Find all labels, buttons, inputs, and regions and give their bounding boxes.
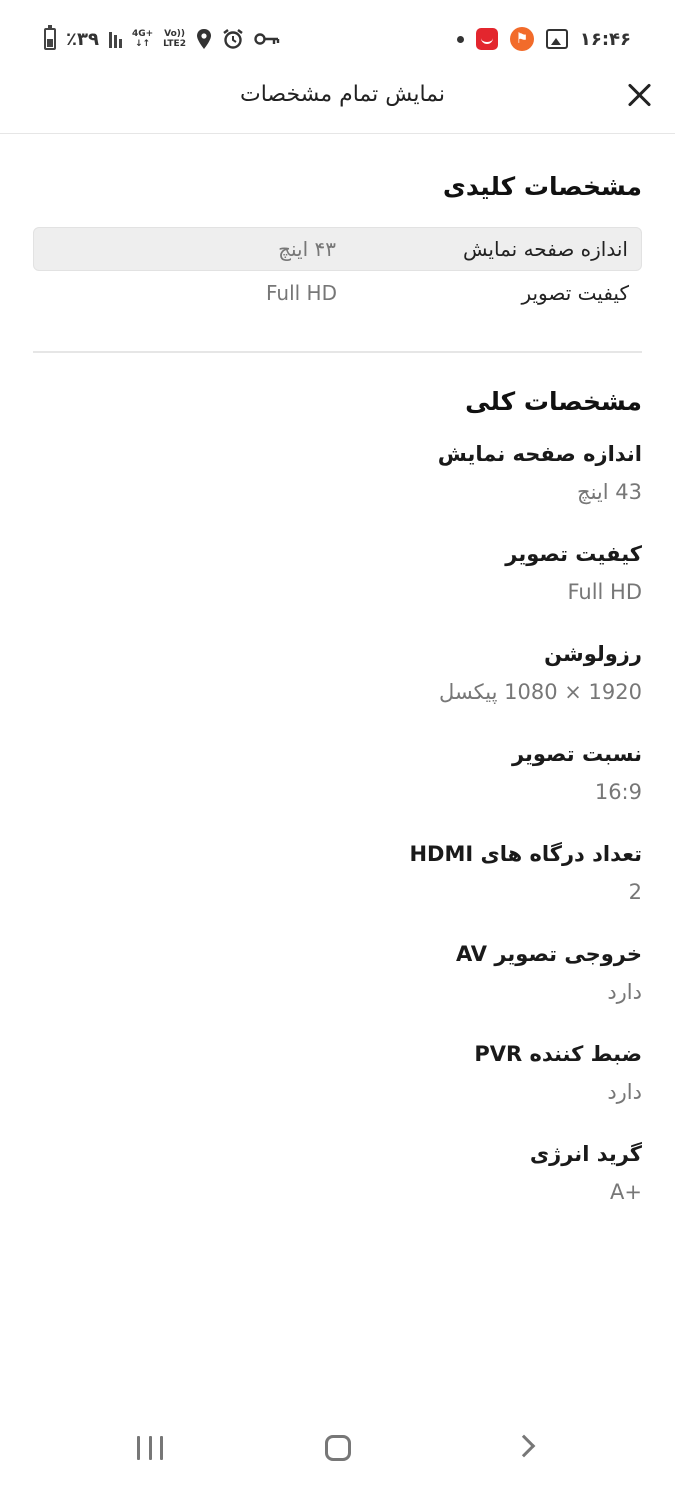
spec-item — [33, 938, 642, 1010]
network-bottom-label: LTE2 — [163, 39, 186, 49]
spec-value: 1920 × 1080 پیکسل — [439, 680, 642, 704]
app-icon-red — [476, 28, 498, 50]
spec-label: خروجی تصویر AV — [455, 942, 642, 966]
recent-apps-icon[interactable] — [137, 1436, 163, 1460]
key-spec-row — [33, 227, 642, 271]
volte-label: Vo)) — [164, 29, 186, 39]
spec-label: گرید انرژی — [529, 1142, 642, 1166]
system-nav-bar — [0, 1420, 675, 1500]
spec-label: اندازه صفحه نمایش — [437, 442, 642, 466]
spec-value: دارد — [607, 980, 642, 1004]
key-specs-table — [33, 227, 642, 315]
spec-value: 16:9 — [594, 780, 642, 804]
specs-content — [33, 134, 642, 1238]
status-bar-right — [457, 24, 631, 54]
general-specs-title: مشخصات کلی — [465, 387, 642, 416]
key-spec-label: اندازه صفحه نمایش — [462, 237, 628, 261]
key-spec-value: Full HD — [266, 281, 337, 305]
signal-icon — [109, 30, 122, 48]
back-icon[interactable] — [513, 1435, 536, 1458]
spec-label: کیفیت تصویر — [505, 542, 642, 566]
close-icon[interactable] — [622, 78, 656, 112]
spec-item — [33, 438, 642, 510]
key-spec-value: ۴۳ اینچ — [278, 237, 336, 261]
vpn-key-icon — [254, 31, 280, 47]
home-icon[interactable] — [325, 1435, 351, 1461]
spec-label: رزولوشن — [544, 642, 642, 666]
status-bar — [0, 0, 675, 76]
divider — [33, 351, 642, 353]
spec-value: دارد — [607, 1080, 642, 1104]
spec-label: نسبت تصویر — [511, 742, 642, 766]
battery-percent: ٪۳۹ — [66, 28, 99, 50]
spec-item — [33, 838, 642, 910]
gallery-icon — [546, 29, 568, 49]
spec-value: A+ — [610, 1180, 642, 1204]
spec-item — [33, 538, 642, 610]
status-time: ۱۶:۴۶ — [579, 28, 631, 50]
status-bar-left — [44, 24, 280, 54]
spec-item — [33, 638, 642, 710]
key-spec-label: کیفیت تصویر — [521, 281, 629, 305]
header — [0, 76, 675, 134]
location-icon — [196, 28, 212, 50]
network-icon: 4G+ ↓↑ — [131, 29, 154, 49]
network-top-label: 4G+ — [131, 29, 154, 39]
key-spec-row — [33, 271, 642, 315]
notification-dot-icon — [457, 36, 464, 43]
spec-item — [33, 1038, 642, 1110]
page-title: نمایش تمام مشخصات — [240, 82, 445, 107]
general-specs-list — [33, 438, 642, 1210]
battery-icon — [44, 28, 56, 50]
key-specs-title: مشخصات کلیدی — [442, 172, 642, 201]
spec-value: 43 اینچ — [577, 480, 642, 504]
volte-icon — [163, 29, 186, 49]
spec-item — [33, 1138, 642, 1210]
alarm-icon — [222, 28, 244, 50]
spec-label: ضبط کننده PVR — [474, 1042, 642, 1066]
spec-label: تعداد درگاه های HDMI — [409, 842, 642, 866]
spec-value: Full HD — [567, 580, 642, 604]
app-icon-orange: ⚑ — [510, 27, 534, 51]
spec-value: 2 — [628, 880, 642, 904]
spec-item — [33, 738, 642, 810]
